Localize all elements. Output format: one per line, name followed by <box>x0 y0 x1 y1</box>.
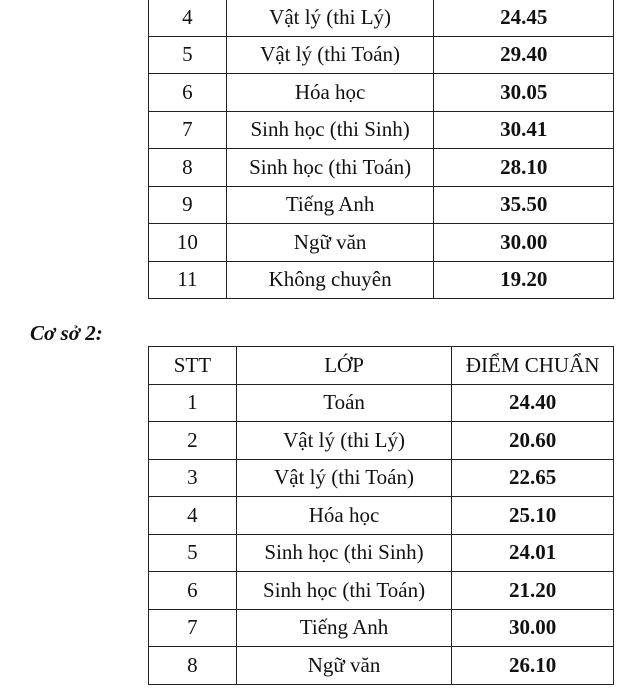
cell-stt: 7 <box>149 609 237 647</box>
cell-stt: 7 <box>149 111 227 149</box>
cell-lop: Vật lý (thi Lý) <box>226 0 434 36</box>
table-body <box>149 0 614 299</box>
table-row <box>149 572 614 610</box>
cell-lop: Sinh học (thi Sinh) <box>226 111 434 149</box>
cell-diem-chuan: 35.50 <box>434 186 614 224</box>
table-row <box>149 422 614 460</box>
cell-stt: 4 <box>149 497 237 535</box>
cell-lop: Sinh học (thi Toán) <box>236 572 451 610</box>
cell-lop: Sinh học (thi Toán) <box>226 149 434 187</box>
cell-diem-chuan: 21.20 <box>452 572 614 610</box>
table-row <box>149 36 614 74</box>
cell-lop: Hóa học <box>226 74 434 112</box>
header-stt: STT <box>149 347 237 385</box>
cell-stt: 3 <box>149 459 237 497</box>
cell-lop: Ngữ văn <box>226 224 434 262</box>
cell-diem-chuan: 28.10 <box>434 149 614 187</box>
table-row <box>149 534 614 572</box>
cell-stt: 8 <box>149 149 227 187</box>
cell-stt: 5 <box>149 534 237 572</box>
cell-diem-chuan: 20.60 <box>452 422 614 460</box>
table-row <box>149 74 614 112</box>
header-row <box>149 347 614 385</box>
cell-lop: Không chuyên <box>226 261 434 299</box>
cutoff-scores-table-campus-1 <box>148 0 614 299</box>
cell-stt: 9 <box>149 186 227 224</box>
cell-stt: 4 <box>149 0 227 36</box>
table-row <box>149 609 614 647</box>
table-row <box>149 647 614 685</box>
table-row <box>149 497 614 535</box>
cell-diem-chuan: 24.45 <box>434 0 614 36</box>
cutoff-scores-table-campus-2 <box>148 346 614 685</box>
cell-lop: Hóa học <box>236 497 451 535</box>
cell-diem-chuan: 26.10 <box>452 647 614 685</box>
cell-stt: 10 <box>149 224 227 262</box>
cell-diem-chuan: 22.65 <box>452 459 614 497</box>
cell-stt: 8 <box>149 647 237 685</box>
table-row <box>149 0 614 36</box>
cell-lop: Tiếng Anh <box>236 609 451 647</box>
table-row <box>149 186 614 224</box>
cell-stt: 6 <box>149 74 227 112</box>
table-row <box>149 149 614 187</box>
cell-diem-chuan: 29.40 <box>434 36 614 74</box>
cell-diem-chuan: 24.40 <box>452 384 614 422</box>
cell-lop: Toán <box>236 384 451 422</box>
cell-stt: 5 <box>149 36 227 74</box>
section-label-campus-2: Cơ sở 2: <box>30 321 103 345</box>
table-row <box>149 384 614 422</box>
cell-stt: 6 <box>149 572 237 610</box>
cell-stt: 2 <box>149 422 237 460</box>
cell-diem-chuan: 25.10 <box>452 497 614 535</box>
table-row <box>149 261 614 299</box>
cell-diem-chuan: 30.00 <box>452 609 614 647</box>
table-row <box>149 224 614 262</box>
table-body <box>149 384 614 684</box>
cell-lop: Vật lý (thi Toán) <box>226 36 434 74</box>
header-diem-chuan: ĐIỂM CHUẨN <box>452 347 614 385</box>
cell-lop: Sinh học (thi Sinh) <box>236 534 451 572</box>
cell-stt: 11 <box>149 261 227 299</box>
cell-diem-chuan: 30.05 <box>434 74 614 112</box>
cell-lop: Ngữ văn <box>236 647 451 685</box>
cell-diem-chuan: 19.20 <box>434 261 614 299</box>
cell-lop: Vật lý (thi Lý) <box>236 422 451 460</box>
table-row <box>149 459 614 497</box>
cell-stt: 1 <box>149 384 237 422</box>
table-header <box>149 347 614 385</box>
cell-lop: Vật lý (thi Toán) <box>236 459 451 497</box>
header-lop: LỚP <box>236 347 451 385</box>
cell-diem-chuan: 24.01 <box>452 534 614 572</box>
table-row <box>149 111 614 149</box>
cell-lop: Tiếng Anh <box>226 186 434 224</box>
cell-diem-chuan: 30.00 <box>434 224 614 262</box>
cell-diem-chuan: 30.41 <box>434 111 614 149</box>
